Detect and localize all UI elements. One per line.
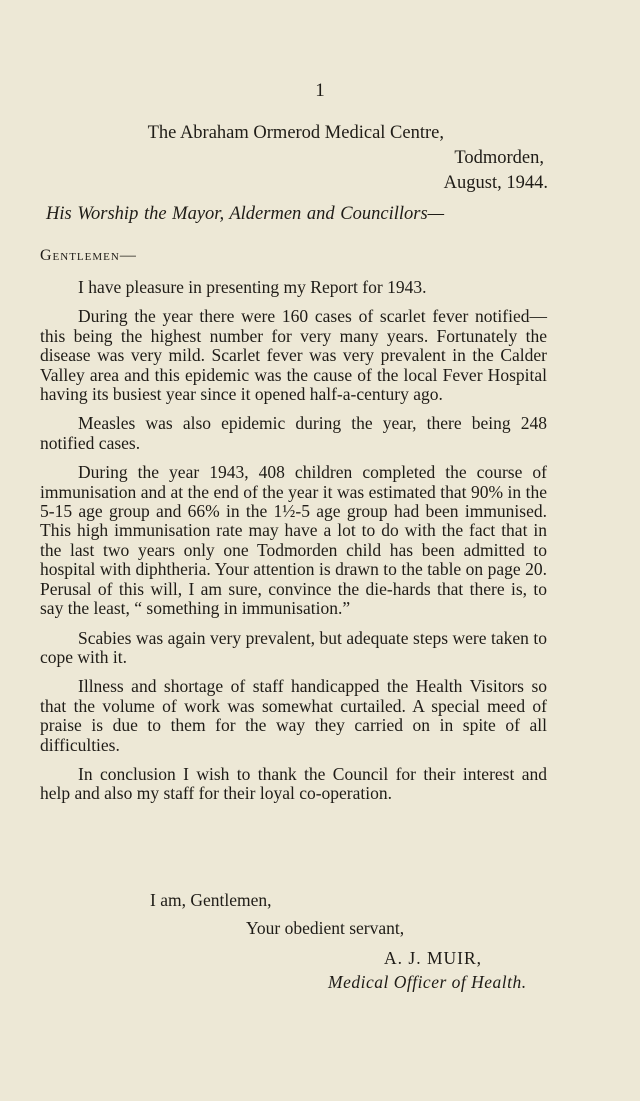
paragraph: During the year 1943, 408 children completed the course of immunisation and at the end of the year it was estimated that 90% in the 5-15 age group and 66% in the 1½-5 age group had been immunised. This high immunisation rate may have a lot to do with the fact that in the last two years only one Todmorden child has been admitted to hospital with diphtheria. Your attention is drawn to the table on page 20. Perusal of this will, I am sure, convince the die-hards that there is, to say the least, “ something in immunisation.” bbox=[40, 462, 547, 619]
paragraph: Scabies was again very prevalent, but adequate steps were taken to cope with it. bbox=[40, 627, 547, 667]
sender-address bbox=[148, 121, 548, 196]
paragraph: I have pleasure in presenting my Report for 1943. bbox=[78, 277, 427, 297]
address-date: August, 1944. bbox=[443, 173, 548, 193]
page-number: 1 bbox=[315, 80, 325, 101]
paragraph: In conclusion I wish to thank the Council for their interest and help and also my staff for their loyal co-operation. bbox=[40, 763, 547, 804]
closing-valediction: Your obedient servant, bbox=[246, 918, 405, 938]
signature-title: Medical Officer of Health. bbox=[328, 972, 527, 992]
paragraph: Illness and shortage of staff handicapped the Health Visitors so that the volume of work was somewhat curtailed. A special meed of praise is due to them for the way they carried on in spite of all difficulties. bbox=[40, 676, 547, 755]
greeting: Gentlemen— bbox=[40, 247, 137, 264]
address-line-1: The Abraham Ormerod Medical Centre, bbox=[147, 123, 444, 143]
addressee: His Worship the Mayor, Aldermen and Councillors— bbox=[46, 204, 445, 224]
paragraph: During the year there were 160 cases of scarlet fever notified—this being the highest number for very many years. Fortunately the disease was very mild. Scarlet fever was very prevalent in the Calder Valley area and this epidemic was the cause of the local Fever Hospital having its busiest year since it opened half-a-century ago. bbox=[40, 306, 547, 405]
paragraph: Measles was also epidemic during the year, there being 248 notified cases. bbox=[40, 413, 547, 453]
address-line-2: Todmorden, bbox=[454, 148, 544, 168]
report-body bbox=[40, 278, 547, 814]
signature-name: A. J. MUIR, bbox=[384, 948, 483, 968]
closing-line: I am, Gentlemen, bbox=[150, 890, 272, 910]
